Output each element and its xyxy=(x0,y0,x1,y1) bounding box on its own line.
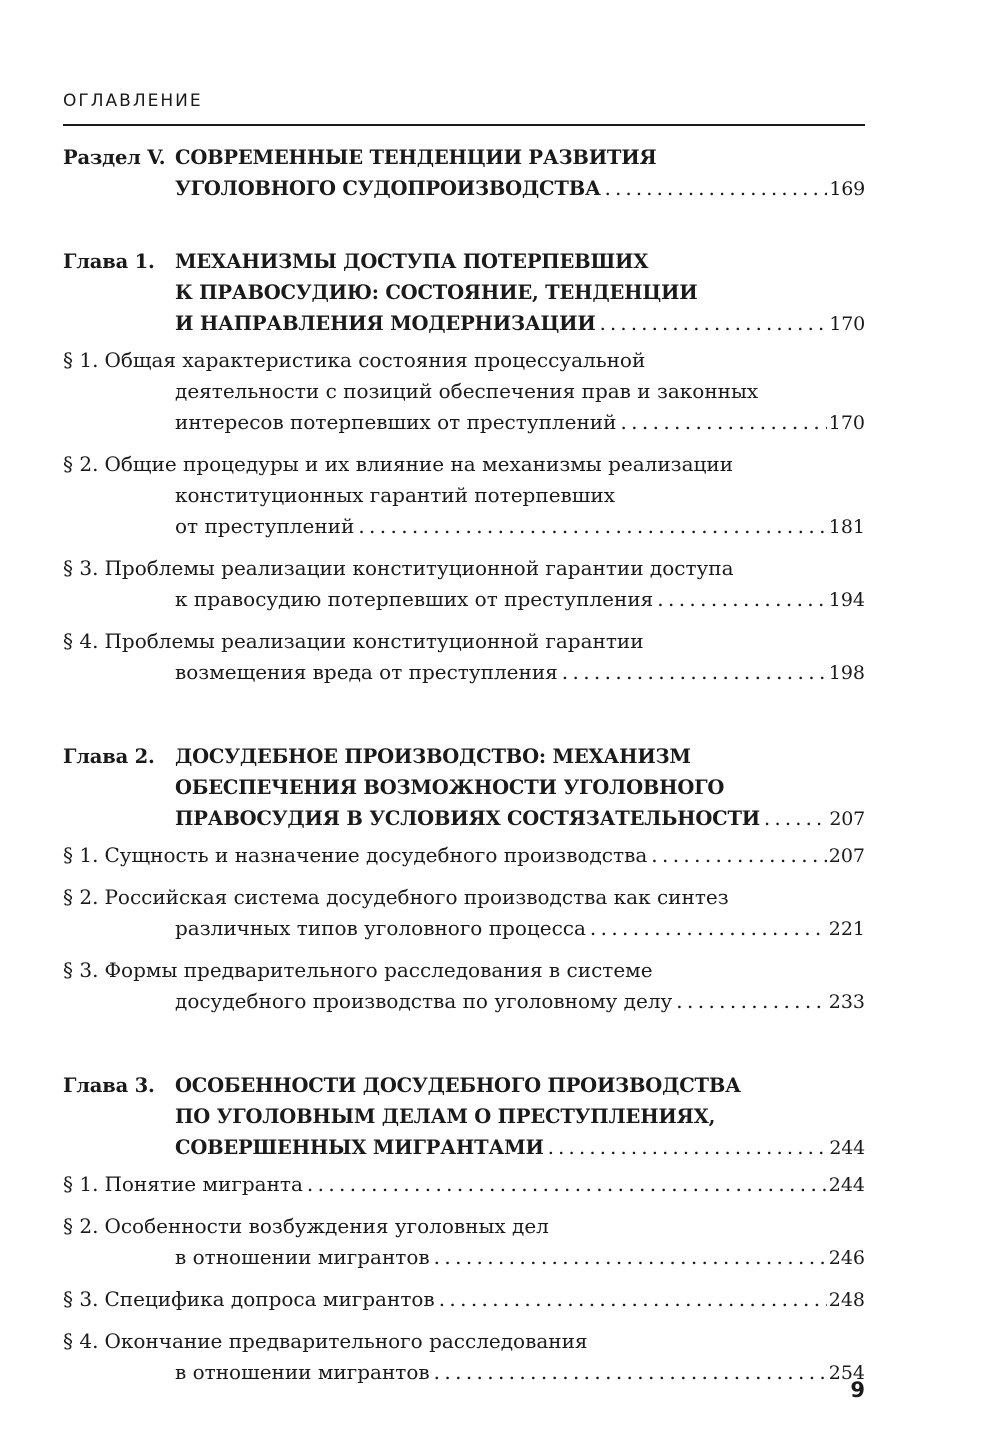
header-rule xyxy=(63,124,865,126)
toc-entry-title: от преступлений xyxy=(175,514,355,538)
toc-line xyxy=(63,173,865,204)
toc-entry-chapter[interactable] xyxy=(63,246,865,339)
toc-entry-section[interactable] xyxy=(63,553,865,615)
toc-entry-part[interactable] xyxy=(63,142,865,204)
toc-page-number: 198 xyxy=(828,662,865,684)
dot-leader xyxy=(562,657,827,688)
toc-page-number: 194 xyxy=(828,589,865,611)
toc-line xyxy=(63,511,865,542)
toc-entry-label: § 1. xyxy=(63,843,99,867)
toc-line xyxy=(63,584,865,615)
dot-leader xyxy=(651,840,826,871)
toc-line xyxy=(63,376,865,407)
toc-entry-label: § 1. xyxy=(63,348,99,372)
toc-entry-title: деятельности с позиций обеспечения прав и законных xyxy=(175,379,759,403)
toc-entry-title: ОСОБЕННОСТИ ДОСУДЕБНОГО ПРОИЗВОДСТВА xyxy=(175,1074,741,1097)
toc-entry-section[interactable] xyxy=(63,1326,865,1388)
toc-entry-label: Глава 1. xyxy=(63,250,155,273)
toc-line xyxy=(63,553,865,584)
toc-line xyxy=(63,407,865,438)
toc-entry-title: Общие процедуры и их влияние на механизмы реализации xyxy=(104,452,734,476)
dot-leader xyxy=(620,407,826,438)
toc-entry-title: Проблемы реализации конституционной гарантии xyxy=(104,629,644,653)
toc-entry-section[interactable] xyxy=(63,449,865,542)
toc-entry-section[interactable] xyxy=(63,1211,865,1273)
dot-leader xyxy=(657,584,826,615)
toc-page-number: 246 xyxy=(828,1247,865,1269)
toc-entry-section[interactable] xyxy=(63,955,865,1017)
toc-page-number: 254 xyxy=(828,1362,865,1384)
dot-leader xyxy=(548,1132,828,1163)
toc-page-number: 233 xyxy=(828,991,865,1013)
toc-entry-section[interactable] xyxy=(63,1169,865,1200)
dot-leader xyxy=(605,173,828,204)
toc-line xyxy=(63,142,865,173)
toc-entry-title: досудебного производства по уголовному делу xyxy=(175,989,673,1013)
toc-entry-label: Глава 3. xyxy=(63,1074,155,1097)
toc-entry-section[interactable] xyxy=(63,840,865,871)
toc-entry-title: ПО УГОЛОВНЫМ ДЕЛАМ О ПРЕСТУПЛЕНИЯХ, xyxy=(175,1105,716,1128)
toc-entry-section[interactable] xyxy=(63,1284,865,1315)
toc-line xyxy=(63,277,865,308)
toc-entry-label: § 2. xyxy=(63,452,99,476)
toc-entry-label: Раздел V. xyxy=(63,146,166,169)
toc-page-number: 181 xyxy=(828,516,865,538)
toc-entry-title: конституционных гарантий потерпевших xyxy=(175,483,615,507)
toc-page-number: 169 xyxy=(829,178,865,200)
toc-entry-title: ПРАВОСУДИЯ В УСЛОВИЯХ СОСТЯЗАТЕЛЬНОСТИ xyxy=(175,807,761,830)
toc-line xyxy=(63,1242,865,1273)
dot-leader xyxy=(434,1242,827,1273)
toc-entry-title: Особенности возбуждения уголовных дел xyxy=(104,1214,549,1238)
toc-line xyxy=(63,1132,865,1163)
toc-entry-title: Общая характеристика состояния процессуальной xyxy=(104,348,646,372)
toc-line xyxy=(63,840,865,871)
toc-entry-title: Специфика допроса мигрантов xyxy=(104,1287,435,1311)
table-of-contents xyxy=(63,142,865,1399)
toc-line xyxy=(63,986,865,1017)
toc-entry-title: УГОЛОВНОГО СУДОПРОИЗВОДСТВА xyxy=(175,177,601,200)
toc-entry-title: Окончание предварительного расследования xyxy=(104,1329,588,1353)
toc-page-number: 244 xyxy=(829,1137,865,1159)
toc-page-number: 207 xyxy=(828,845,865,867)
toc-line xyxy=(63,308,865,339)
toc-page-number: 221 xyxy=(828,918,865,940)
toc-entry-title: Понятие мигранта xyxy=(104,1172,303,1196)
toc-entry-title: различных типов уголовного процесса xyxy=(175,916,586,940)
toc-entry-title: СОВЕРШЕННЫХ МИГРАНТАМИ xyxy=(175,1136,544,1159)
toc-entry-title: Российская система досудебного производства как синтез xyxy=(104,885,729,909)
page-number: 9 xyxy=(850,1378,865,1402)
toc-line xyxy=(63,1101,865,1132)
toc-entry-title: ОБЕСПЕЧЕНИЯ ВОЗМОЖНОСТИ УГОЛОВНОГО xyxy=(175,776,725,799)
toc-entry-title: в отношении мигрантов xyxy=(175,1245,430,1269)
toc-line xyxy=(63,803,865,834)
toc-entry-title: Формы предварительного расследования в системе xyxy=(104,958,653,982)
toc-entry-title: И НАПРАВЛЕНИЯ МОДЕРНИЗАЦИИ xyxy=(175,312,596,335)
toc-line xyxy=(63,1169,865,1200)
toc-entry-label: § 2. xyxy=(63,885,99,909)
toc-entry-chapter[interactable] xyxy=(63,741,865,834)
toc-page-number: 207 xyxy=(829,808,865,830)
toc-entry-chapter[interactable] xyxy=(63,1070,865,1163)
toc-entry-label: § 3. xyxy=(63,958,99,982)
toc-line xyxy=(63,1070,865,1101)
toc-entry-title: МЕХАНИЗМЫ ДОСТУПА ПОТЕРПЕВШИХ xyxy=(175,250,649,273)
toc-line xyxy=(63,449,865,480)
toc-line xyxy=(63,345,865,376)
dot-leader xyxy=(439,1284,827,1315)
toc-page-number: 170 xyxy=(828,412,865,434)
toc-line xyxy=(63,772,865,803)
spacer xyxy=(63,204,865,246)
toc-page-number: 170 xyxy=(829,313,865,335)
toc-entry-title: к правосудию потерпевших от преступления xyxy=(175,587,654,611)
toc-line xyxy=(63,913,865,944)
dot-leader xyxy=(764,803,827,834)
toc-page-number: 248 xyxy=(828,1289,865,1311)
toc-line xyxy=(63,741,865,772)
toc-entry-label: § 4. xyxy=(63,1329,99,1353)
toc-entry-title: К ПРАВОСУДИЮ: СОСТОЯНИЕ, ТЕНДЕНЦИИ xyxy=(175,281,698,304)
dot-leader xyxy=(307,1169,827,1200)
toc-entry-title: ДОСУДЕБНОЕ ПРОИЗВОДСТВО: МЕХАНИЗМ xyxy=(175,745,691,768)
toc-entry-label: § 3. xyxy=(63,1287,99,1311)
toc-entry-section[interactable] xyxy=(63,626,865,688)
toc-entry-title: Проблемы реализации конституционной гарантии доступа xyxy=(104,556,734,580)
toc-entry-section[interactable] xyxy=(63,882,865,944)
toc-line xyxy=(63,1211,865,1242)
toc-entry-title: интересов потерпевших от преступлений xyxy=(175,410,617,434)
toc-page-number: 244 xyxy=(828,1174,865,1196)
toc-line xyxy=(63,1284,865,1315)
toc-entry-title: возмещения вреда от преступления xyxy=(175,660,558,684)
toc-line xyxy=(63,955,865,986)
toc-line xyxy=(63,480,865,511)
spacer xyxy=(63,699,865,741)
dot-leader xyxy=(434,1357,827,1388)
dot-leader xyxy=(676,986,826,1017)
toc-entry-label: Глава 2. xyxy=(63,745,155,768)
toc-entry-label: § 3. xyxy=(63,556,99,580)
toc-line xyxy=(63,1357,865,1388)
running-head: ОГЛАВЛЕНИЕ xyxy=(63,91,203,111)
toc-line xyxy=(63,882,865,913)
dot-leader xyxy=(590,913,827,944)
dot-leader xyxy=(358,511,826,542)
toc-line xyxy=(63,657,865,688)
toc-line xyxy=(63,246,865,277)
toc-entry-title: СОВРЕМЕННЫЕ ТЕНДЕНЦИИ РАЗВИТИЯ xyxy=(175,146,657,169)
toc-entry-label: § 1. xyxy=(63,1172,99,1196)
toc-entry-label: § 2. xyxy=(63,1214,99,1238)
spacer xyxy=(63,1028,865,1070)
toc-line xyxy=(63,1326,865,1357)
dot-leader xyxy=(600,308,828,339)
toc-entry-title: в отношении мигрантов xyxy=(175,1360,430,1384)
toc-entry-label: § 4. xyxy=(63,629,99,653)
book-page xyxy=(63,0,865,1438)
toc-entry-title: Сущность и назначение досудебного производства xyxy=(104,843,648,867)
toc-line xyxy=(63,626,865,657)
toc-entry-section[interactable] xyxy=(63,345,865,438)
